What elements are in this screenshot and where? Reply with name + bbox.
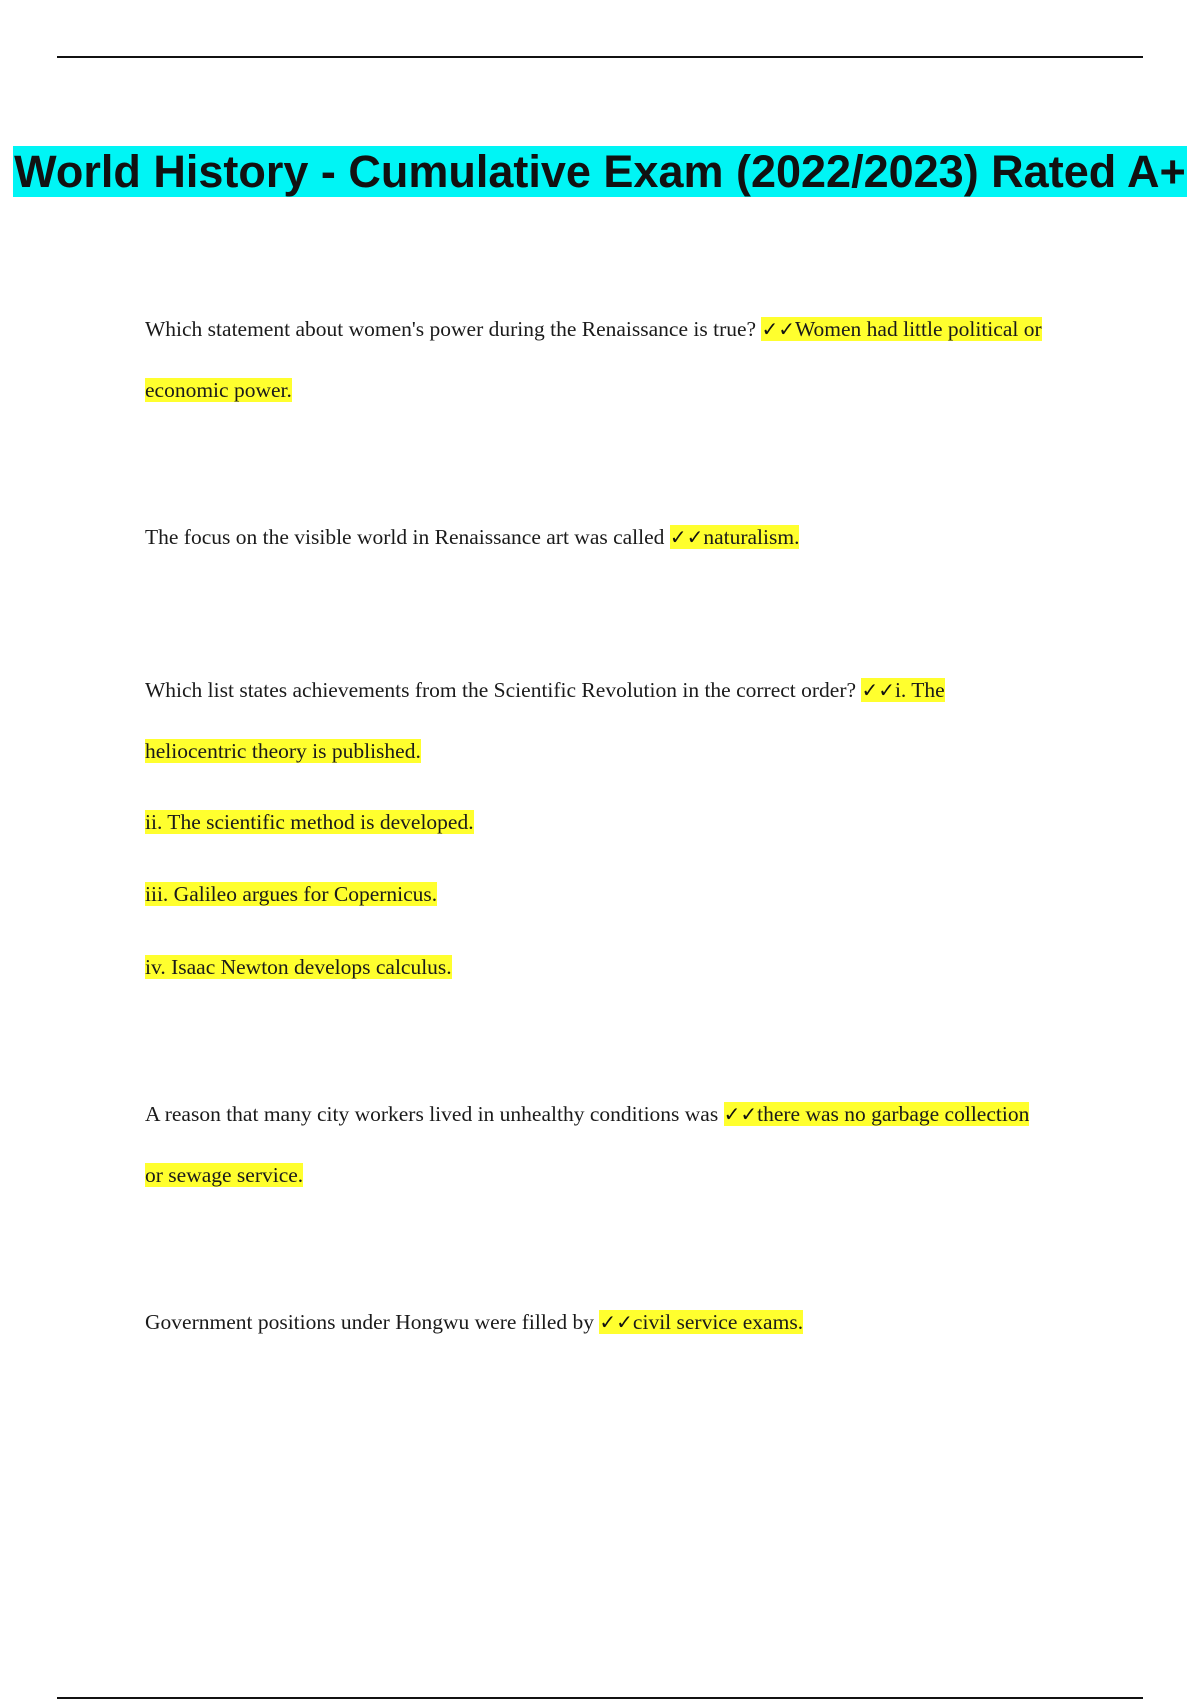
qa-item-2 bbox=[145, 507, 1050, 568]
answer-list-item: iv. Isaac Newton develops calculus. bbox=[145, 955, 452, 979]
top-rule bbox=[57, 56, 1143, 58]
question-text: Which list states achievements from the Scientific Revolution in the correct order? bbox=[145, 678, 857, 702]
answer-text: there was no garbage collection or sewage service. bbox=[145, 1102, 1030, 1187]
document-title bbox=[0, 144, 1200, 199]
question-text: Which statement about women's power during the Renaissance is true? bbox=[145, 317, 757, 341]
answer-text: Women had little political or economic power. bbox=[145, 317, 1042, 402]
qa-item-5 bbox=[145, 1292, 1050, 1353]
question-text: Government positions under Hongwu were filled by bbox=[145, 1310, 595, 1334]
double-check-icon: ✓✓ bbox=[599, 1310, 633, 1334]
question-text: The focus on the visible world in Renaissance art was called bbox=[145, 525, 665, 549]
answer-highlight bbox=[599, 1310, 803, 1334]
answer-text: naturalism. bbox=[703, 525, 800, 549]
document-title-text: World History - Cumulative Exam (2022/2023) Rated A+ bbox=[14, 146, 1186, 197]
answer-highlight bbox=[670, 525, 800, 549]
question-text: A reason that many city workers lived in unhealthy conditions was bbox=[145, 1102, 719, 1126]
bottom-rule bbox=[57, 1697, 1143, 1699]
qa-item-3 bbox=[145, 660, 1050, 782]
double-check-icon: ✓✓ bbox=[723, 1102, 758, 1126]
qa-item-1 bbox=[145, 299, 1050, 421]
answer-text: i. The heliocentric theory is published. bbox=[145, 678, 945, 763]
qa-item-4 bbox=[145, 1084, 1050, 1206]
answer-text: civil service exams. bbox=[632, 1310, 804, 1334]
double-check-icon: ✓✓ bbox=[761, 317, 795, 341]
double-check-icon: ✓✓ bbox=[669, 525, 704, 549]
answer-list-item: iii. Galileo argues for Copernicus. bbox=[145, 882, 438, 906]
double-check-icon: ✓✓ bbox=[861, 678, 895, 702]
answer-list-item: ii. The scientific method is developed. bbox=[145, 810, 474, 834]
